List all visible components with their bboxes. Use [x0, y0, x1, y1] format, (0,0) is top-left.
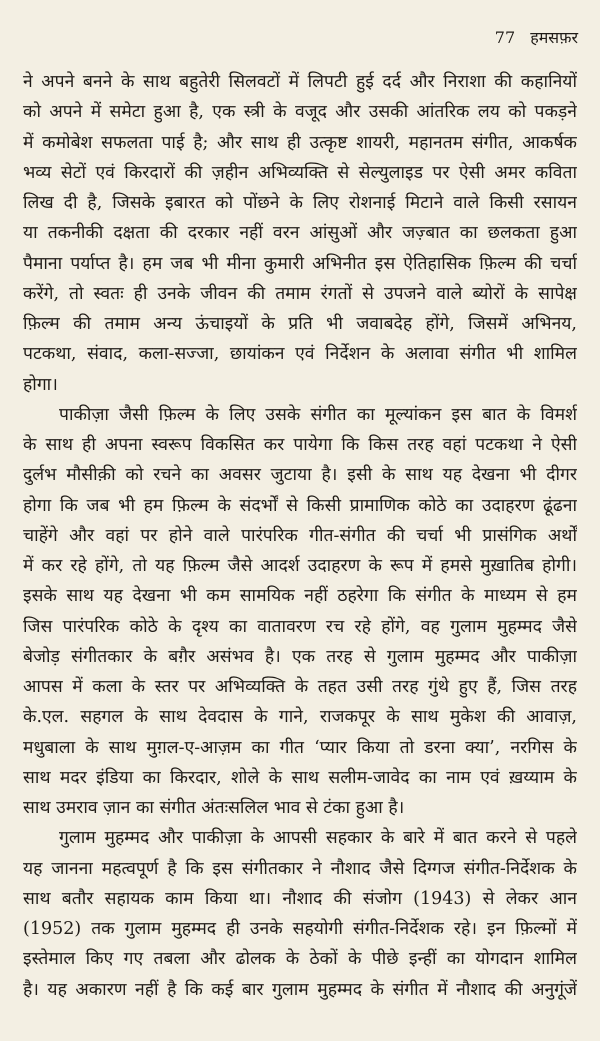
paragraph-1: [23, 67, 577, 400]
text-line: होगा कि जब भी हम फ़िल्म के संदर्भों से किसी प्रामाणिक कोठे का उदाहरण ढूंढना: [23, 495, 577, 516]
body-text: [23, 67, 577, 1005]
text-line: ने अपने बनने के साथ बहुतेरी सिलवटों में लिपटी हुई दर्द और निराशा की कहानियों: [23, 72, 577, 92]
running-title: हमसफ़र: [530, 28, 578, 47]
text-line: बेजोड़ संगीतकार के बग़ैर असंभव है। एक तरह से गुलाम मुहम्मद और पाकीज़ा: [23, 646, 577, 667]
text-line: भव्य सेटों एवं किरदारों की ज़हीन अभिव्यक्ति से सेल्युलाइड पर ऐसी अमर कविता: [23, 162, 577, 183]
text-line: यह जानना महत्वपूर्ण है कि इस संगीतकार ने नौशाद जैसे दिग्गज संगीत-निर्देशक के: [23, 858, 577, 879]
text-line: दुर्लभ मौसीक़ी को रचने का अवसर जुटाया है। इसी के साथ यह देखना भी दीगर: [23, 465, 577, 486]
text-line: साथ मदर इंडिया का किरदार, शोले के साथ सलीम-जावेद का नाम एवं ख़य्याम के: [23, 767, 577, 788]
text-line: है। यह अकारण नहीं है कि कई बार गुलाम मुहम्मद के संगीत में नौशाद की अनुगूंजें: [23, 979, 577, 1000]
text-line: चाहेंगे और वहां पर होने वाले पारंपरिक गीत-संगीत की चर्चा भी प्रासंगिक अर्थों: [23, 525, 577, 546]
text-line: साथ बतौर सहायक काम किया था। नौशाद की संजोग (1943) से लेकर आन: [23, 888, 577, 909]
text-line: लिख दी है, जिसके इबारत को पोंछने के लिए रोशनाई मिटाने वाले किसी रसायन: [23, 193, 577, 213]
text-line: पाकीज़ा जैसी फ़िल्म के लिए उसके संगीत का मूल्यांकन इस बात के विमर्श: [59, 404, 577, 425]
text-line: करेंगे, तो स्वतः ही उनके जीवन की तमाम रंगतों से उपजने वाले ब्योरों के सापेक्ष: [23, 283, 577, 304]
text-line: पटकथा, संवाद, कला-सज्जा, छायांकन एवं निर्देशन के अलावा संगीत भी शामिल: [23, 344, 577, 365]
text-line: इसके साथ यह देखना भी कम सामयिक नहीं ठहरेगा कि संगीत के माध्यम से हम: [23, 586, 577, 607]
text-line: के साथ ही अपना स्वरूप विकसित कर पायेगा कि किस तरह वहां पटकथा ने ऐसी: [23, 435, 577, 455]
text-line: इस्तेमाल किए गए तबला और ढोलक के ठेकों के पीछे इन्हीं का योगदान शामिल: [23, 949, 577, 970]
text-line: या तकनीकी दक्षता की दरकार नहीं वरन आंसुओं और जज़्बात का छलकता हुआ: [23, 223, 577, 244]
page-number: 77: [494, 28, 516, 47]
text-line: मधुबाला के साथ मुग़ल-ए-आज़म का गीत ‘प्यार किया तो डरना क्या’, नरगिस के: [23, 737, 577, 758]
text-line: होगा।: [23, 374, 58, 395]
text-line: में कर रहे होंगे, तो यह फ़िल्म जैसे आदर्श उदाहरण के रूप में हमसे मुख़ातिब होगी।: [23, 556, 577, 576]
text-line: में कमोबेश सफलता पाई है; और साथ ही उत्कृष्ट शायरी, महानतम संगीत, आकर्षक: [23, 132, 577, 153]
text-line: आपस में कला के स्तर पर अभिव्यक्ति के तहत उसी तरह गुंथे हुए हैं, जिस तरह: [23, 677, 577, 697]
text-line: गुलाम मुहम्मद और पाकीज़ा के आपसी सहकार के बारे में बात करने से पहले: [59, 828, 577, 849]
text-line: को अपने में समेटा हुआ है, एक स्त्री के वजूद और उसकी आंतरिक लय को पकड़ने: [23, 102, 577, 123]
text-line: के.एल. सहगल के साथ देवदास के गाने, राजकपूर के साथ मुकेश की आवाज़,: [23, 707, 577, 728]
text-line: (1952) तक गुलाम मुहम्मद ही उनके सहयोगी संगीत-निर्देशक रहे। इन फ़िल्मों में: [23, 919, 577, 939]
paragraph-3: [23, 823, 577, 1005]
text-line: फ़िल्म की तमाम अन्य ऊंचाइयों के प्रति भी जवाबदेह होंगे, जिसमें अभिनय,: [23, 314, 577, 334]
text-line: साथ उमराव ज़ान का संगीत अंतःसलिल भाव से टंका हुआ है।: [23, 798, 405, 818]
text-line: पैमाना पर्याप्त है। हम जब भी मीना कुमारी अभिनीत इस ऐतिहासिक फ़िल्म की चर्चा: [23, 253, 577, 274]
paragraph-2: [23, 400, 577, 824]
running-header: [495, 28, 578, 48]
text-line: जिस पारंपरिक कोठे के दृश्य का वातावरण रच रहे होंगे, वह गुलाम मुहम्मद जैसे: [23, 616, 577, 637]
